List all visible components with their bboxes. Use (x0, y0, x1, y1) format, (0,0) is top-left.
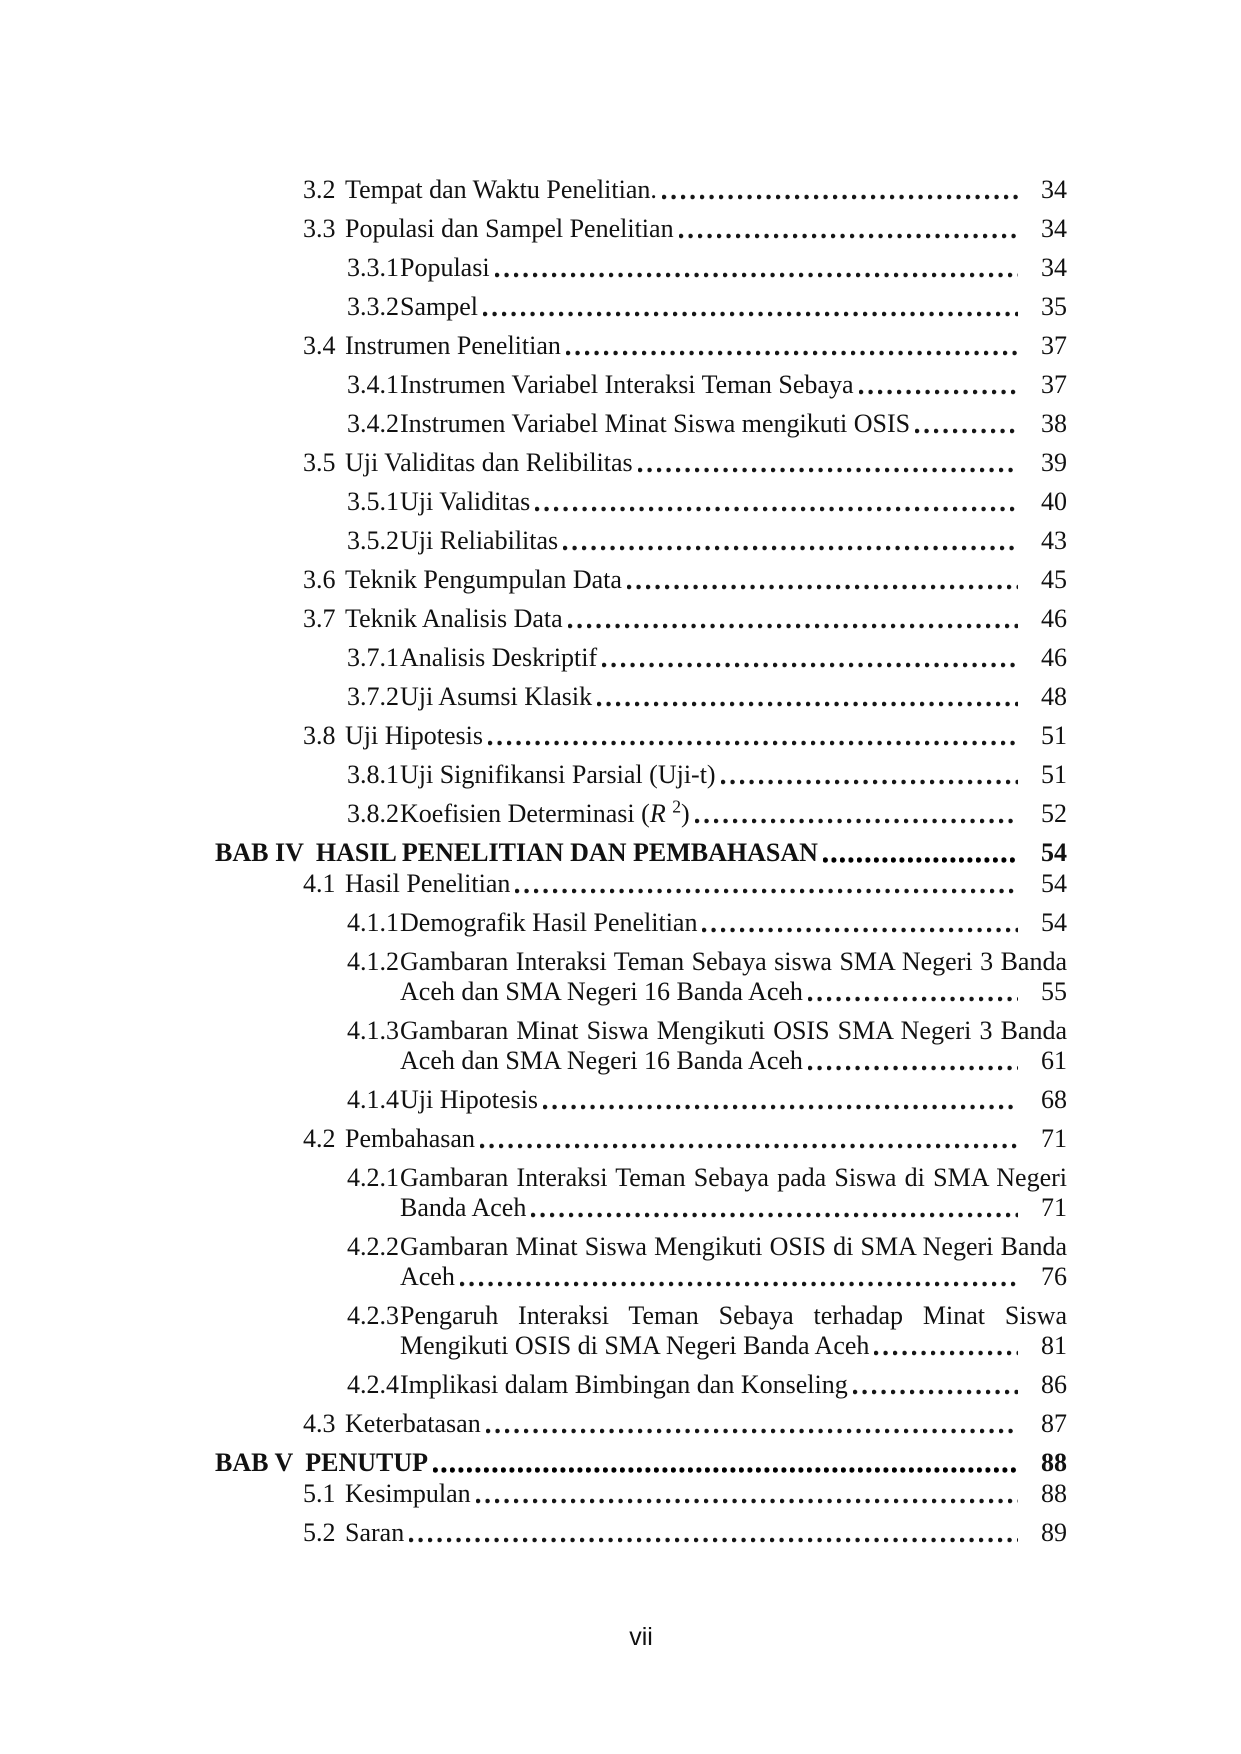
dot-leader (859, 389, 1018, 395)
toc-entry-label: Koefisien Determinasi (R $^2$) (400, 796, 690, 828)
toc-page-number: 34 (1041, 175, 1067, 204)
dot-leader (460, 1281, 1018, 1287)
toc-entry-line1 (347, 1016, 1067, 1046)
toc-entry-number: 4.2.1 (347, 1163, 399, 1192)
toc-page-number: 61 (1041, 1046, 1067, 1075)
toc-entry-label: Keterbatasan (345, 1409, 481, 1438)
dot-leader (853, 1389, 1018, 1395)
toc-entry-number: 5.1 (303, 1479, 336, 1508)
toc-entry-label: Uji Validitas (400, 487, 531, 516)
toc-entry-number: 3.7 (303, 604, 336, 633)
toc-entry (215, 1301, 1067, 1361)
toc-page-number: 54 (1041, 869, 1067, 898)
toc-entry (215, 838, 1067, 868)
toc-page-number: 40 (1041, 487, 1067, 516)
toc-entry (215, 448, 1067, 478)
dot-leader (495, 272, 1018, 278)
toc-entry-number: 4.2.3 (347, 1301, 399, 1330)
toc-entry (215, 1479, 1067, 1509)
toc-entry-number: 4.3 (303, 1409, 336, 1438)
toc-page-number: 51 (1041, 760, 1067, 789)
toc-entry-number: 3.8.1 (347, 760, 399, 789)
toc-page-number: 54 (1041, 838, 1067, 867)
toc-page-number: 35 (1041, 292, 1067, 321)
toc-entry-label: Populasi dan Sampel Penelitian (345, 214, 674, 243)
dot-leader (515, 888, 1018, 894)
toc-entry-number: BAB IV (215, 838, 304, 867)
toc-entry (215, 760, 1067, 790)
toc-entry (215, 1370, 1067, 1400)
dot-leader (874, 1350, 1018, 1356)
toc-page-number: 43 (1041, 526, 1067, 555)
toc-page-number: 55 (1041, 977, 1067, 1006)
toc-page-number: 86 (1041, 1370, 1067, 1399)
dot-leader (721, 779, 1018, 785)
dot-leader (638, 467, 1018, 473)
toc-entry-label: Gambaran Minat Siswa Mengikuti OSIS di SMA Negeri Banda (400, 1232, 1067, 1261)
toc-entry-line2 (347, 1331, 1067, 1361)
dot-leader (488, 740, 1018, 746)
toc-entry (215, 1124, 1067, 1154)
toc-page-number: 37 (1041, 331, 1067, 360)
toc-entry (215, 1409, 1067, 1439)
dot-leader (695, 818, 1018, 824)
toc-entry (215, 175, 1067, 205)
toc-entry-label: Gambaran Interaksi Teman Sebaya siswa SMA Negeri 3 Banda (400, 947, 1067, 976)
toc-entry (215, 643, 1067, 673)
toc-entry-number: 4.1.1 (347, 908, 399, 937)
toc-entry-number: 3.7.1 (347, 643, 399, 672)
toc-page-number: 46 (1041, 643, 1067, 672)
toc-entry-label: Teknik Pengumpulan Data (345, 565, 622, 594)
dot-leader (433, 1467, 1018, 1473)
toc-entry (215, 526, 1067, 556)
toc-entry (215, 370, 1067, 400)
dot-leader (679, 233, 1018, 239)
toc-page-number: 89 (1041, 1518, 1067, 1547)
toc-entry-number: 3.3 (303, 214, 336, 243)
toc-entry-label-continued: Aceh dan SMA Negeri 16 Banda Aceh (400, 977, 803, 1006)
toc-entry-line2 (347, 977, 1067, 1007)
toc-page-number: 37 (1041, 370, 1067, 399)
toc-entry (215, 869, 1067, 899)
toc-entry-number: 3.8 (303, 721, 336, 750)
dot-leader (531, 1212, 1018, 1218)
toc-entry-number: 4.2.2 (347, 1232, 399, 1261)
dot-leader (409, 1537, 1018, 1543)
toc-entry-label: Instrumen Variabel Minat Siswa mengikuti OSIS (400, 409, 911, 438)
toc-page-number: 71 (1041, 1193, 1067, 1222)
toc-entry-number: 4.2.4 (347, 1370, 399, 1399)
toc-entry-label: Analisis Deskriptif (400, 643, 598, 672)
toc-entry-label: Instrumen Penelitian (345, 331, 561, 360)
toc-entry-label: Kesimpulan (345, 1479, 471, 1508)
dot-leader (597, 701, 1018, 707)
toc-entry-number: 3.4 (303, 331, 336, 360)
toc-page-number: 88 (1041, 1448, 1067, 1477)
toc-page-number: 38 (1041, 409, 1067, 438)
toc-entry (215, 721, 1067, 751)
dot-leader (483, 311, 1018, 317)
toc-entry (215, 1085, 1067, 1115)
toc-entry-label: Uji Reliabilitas (400, 526, 559, 555)
toc-entry-label: Uji Signifikansi Parsial (Uji-t) (400, 760, 716, 789)
toc-page-number: 39 (1041, 448, 1067, 477)
toc-entry (215, 1518, 1067, 1548)
toc-entry-number: 3.6 (303, 565, 336, 594)
toc-entry (215, 604, 1067, 634)
toc-entry (215, 565, 1067, 595)
toc-entry-line2 (347, 1193, 1067, 1223)
dot-leader (808, 996, 1018, 1002)
toc-page-number: 54 (1041, 908, 1067, 937)
toc-entry (215, 1163, 1067, 1223)
dot-leader (563, 545, 1018, 551)
toc-entry (215, 1448, 1067, 1478)
toc-entry-label: Tempat dan Waktu Penelitian. (345, 175, 657, 204)
dot-leader (602, 662, 1018, 668)
toc-entry-line1 (347, 1163, 1067, 1193)
toc-entry-line1 (347, 1301, 1067, 1331)
toc-entry-label: Pembahasan (345, 1124, 475, 1153)
toc-page-number: 88 (1041, 1479, 1067, 1508)
toc-entry (215, 1232, 1067, 1292)
toc-entry-label: Gambaran Interaksi Teman Sebaya pada Siswa di SMA Negeri (400, 1163, 1067, 1192)
toc-page-number: 87 (1041, 1409, 1067, 1438)
toc-page-number: 76 (1041, 1262, 1067, 1291)
dot-leader (915, 428, 1018, 434)
toc-entry (215, 682, 1067, 712)
toc-entry-label: Populasi (400, 253, 490, 282)
toc-page-number: 34 (1041, 253, 1067, 282)
dot-leader (568, 623, 1018, 629)
toc-page-number: 51 (1041, 721, 1067, 750)
dot-leader (627, 584, 1018, 590)
toc-entry-number: 4.1.3 (347, 1016, 399, 1045)
toc-entry-number: 3.3.2 (347, 292, 399, 321)
dot-leader (480, 1143, 1018, 1149)
toc-entry (215, 409, 1067, 439)
toc-entry-label: PENUTUP (305, 1448, 429, 1477)
toc-entry-number: 3.2 (303, 175, 336, 204)
toc-entry-number: 3.7.2 (347, 682, 399, 711)
page-number-footer: vii (629, 1623, 653, 1651)
toc-entry-number: 3.4.1 (347, 370, 399, 399)
toc-entry-label-continued: Mengikuti OSIS di SMA Negeri Banda Aceh (400, 1331, 870, 1360)
toc-entry-label-continued: Banda Aceh (400, 1193, 527, 1222)
toc-entry-label: Saran (345, 1518, 405, 1547)
toc-entry-label: Demografik Hasil Penelitian (400, 908, 698, 937)
dot-leader (808, 1065, 1018, 1071)
toc-entry-number: BAB V (215, 1448, 294, 1477)
toc-entry-label: Gambaran Minat Siswa Mengikuti OSIS SMA Negeri 3 Banda (400, 1016, 1067, 1045)
toc-page-number: 81 (1041, 1331, 1067, 1360)
toc-entry (215, 292, 1067, 322)
dot-leader (476, 1498, 1018, 1504)
dot-leader (702, 927, 1018, 933)
toc-page-number: 48 (1041, 682, 1067, 711)
dot-leader (543, 1104, 1018, 1110)
toc-entry-label-continued: Aceh dan SMA Negeri 16 Banda Aceh (400, 1046, 803, 1075)
toc-page-number: 34 (1041, 214, 1067, 243)
toc-entry-number: 5.2 (303, 1518, 336, 1547)
toc-entry-label: Instrumen Variabel Interaksi Teman Sebaya (400, 370, 854, 399)
toc-entry (215, 487, 1067, 517)
toc-entry-line2 (347, 1262, 1067, 1292)
toc-entry-number: 3.4.2 (347, 409, 399, 438)
toc-entry-line1 (347, 947, 1067, 977)
toc-entry-label: Uji Asumsi Klasik (400, 682, 593, 711)
toc-entry (215, 214, 1067, 244)
toc-entry (215, 331, 1067, 361)
toc-entry-label-continued: Aceh (400, 1262, 455, 1291)
toc-entry-number: 3.5 (303, 448, 336, 477)
toc-entry-number: 3.8.2 (347, 799, 399, 828)
toc-page-number: 46 (1041, 604, 1067, 633)
toc-entry-label: Uji Hipotesis (400, 1085, 538, 1114)
toc-entry (215, 1016, 1067, 1076)
toc-page-number: 45 (1041, 565, 1067, 594)
toc-entry (215, 908, 1067, 938)
toc-entry-line1 (347, 1232, 1067, 1262)
toc-entry-line2 (347, 1046, 1067, 1076)
toc-entry-number: 3.5.1 (347, 487, 399, 516)
dot-leader (486, 1428, 1018, 1434)
toc-entry-label: Uji Hipotesis (345, 721, 483, 750)
toc-entry-label: HASIL PENELITIAN DAN PEMBAHASAN (315, 838, 818, 867)
toc-page-number: 71 (1041, 1124, 1067, 1153)
dot-leader (823, 857, 1018, 863)
toc-page-number: 68 (1041, 1085, 1067, 1114)
dot-leader (566, 350, 1018, 356)
toc-entry-label: Sampel (400, 292, 478, 321)
toc-entry-label: Implikasi dalam Bimbingan dan Konseling (400, 1370, 848, 1399)
toc-entry (215, 253, 1067, 283)
dot-leader (662, 194, 1018, 200)
toc-entry-label: Uji Validitas dan Relibilitas (345, 448, 633, 477)
toc-entry (215, 947, 1067, 1007)
toc-entry-number: 4.1.2 (347, 947, 399, 976)
toc-page-number: 52 (1041, 799, 1067, 828)
toc-entry-label: Pengaruh Interaksi Teman Sebaya terhadap Minat Siswa (400, 1301, 1067, 1330)
toc-entry-number: 4.1.4 (347, 1085, 399, 1114)
toc-entry-number: 4.2 (303, 1124, 336, 1153)
toc-entry-number: 4.1 (303, 869, 336, 898)
toc-entry-number: 3.3.1 (347, 253, 399, 282)
table-of-contents (215, 175, 1067, 1548)
toc-entry-label: Hasil Penelitian (345, 869, 511, 898)
toc-entry-number: 3.5.2 (347, 526, 399, 555)
toc-entry (215, 796, 1067, 829)
dot-leader (535, 506, 1018, 512)
toc-entry-label: Teknik Analisis Data (345, 604, 563, 633)
